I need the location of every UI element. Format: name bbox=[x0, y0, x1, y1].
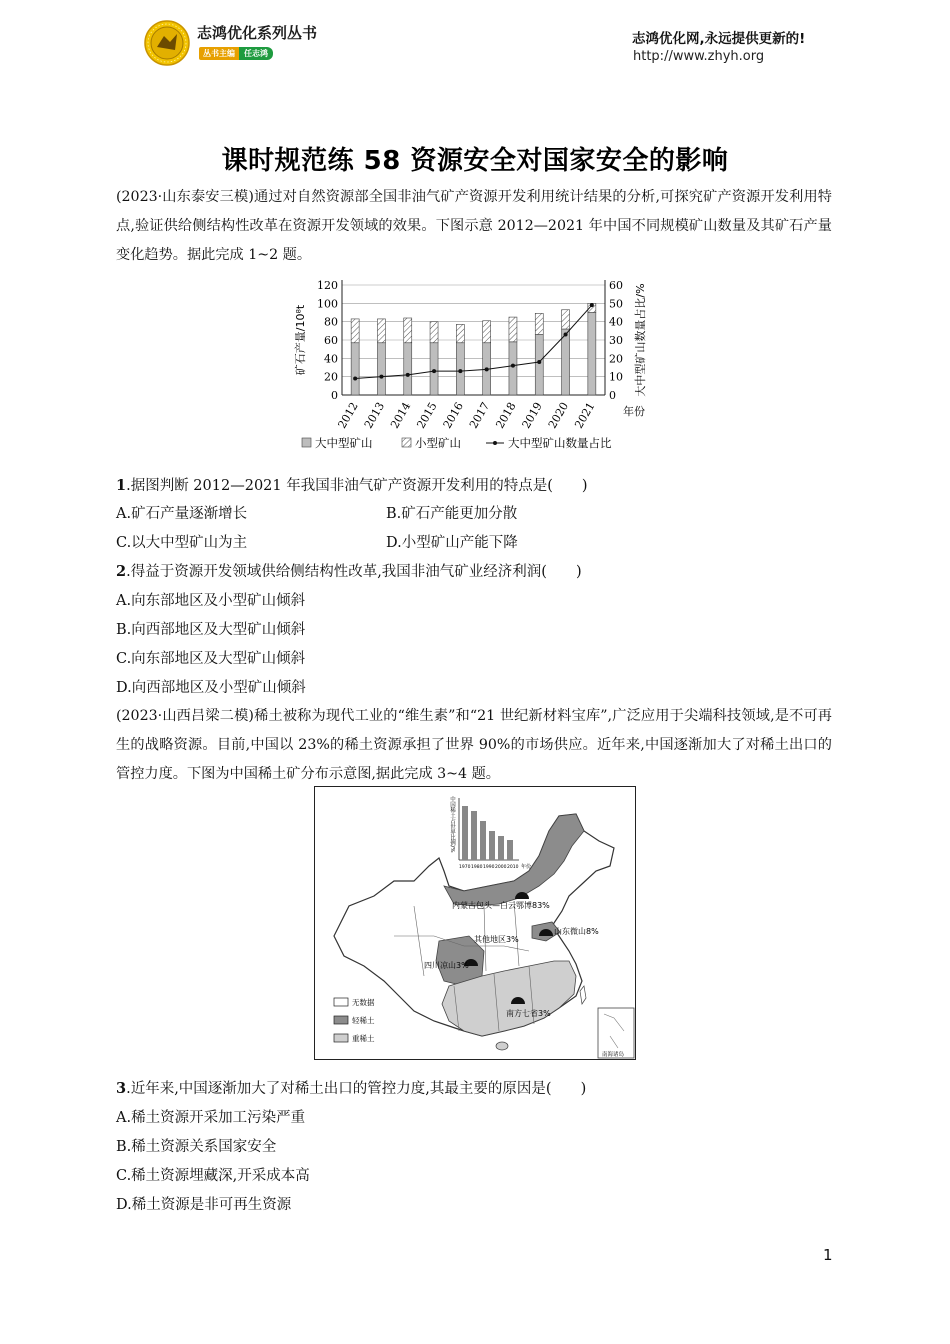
question-3-option-b[interactable]: B.稀土资源关系国家安全 bbox=[116, 1139, 277, 1155]
svg-text:重稀土: 重稀土 bbox=[352, 1034, 375, 1043]
svg-text:2000: 2000 bbox=[495, 865, 507, 870]
bar-small-mines bbox=[404, 318, 412, 343]
x-tick-label: 2019 bbox=[519, 400, 545, 431]
mine-output-chart bbox=[290, 265, 670, 465]
y-tick-label: 60 bbox=[324, 334, 338, 347]
question-1-option-b[interactable]: B.矿石产能更加分散 bbox=[386, 506, 518, 522]
label-sichuan: 四川凉山3% bbox=[424, 961, 469, 970]
y-tick-label: 0 bbox=[331, 389, 338, 402]
x-tick-label: 2017 bbox=[466, 400, 493, 431]
bar-large-mines bbox=[509, 342, 517, 395]
site-url[interactable]: http://www.zhyh.org bbox=[633, 49, 765, 64]
intro-paragraph-1: (2023·山东泰安三模)通过对自然资源部全国非油气矿产资源开发利用统计结果的分析,可探究矿产资源开发利用特点,验证供给侧结构性改革在资源开发领域的效果。下图示意 2012—2021 年中国不同规模矿山数量及其矿石产量变化趋势。据此完成 1~2 题。 bbox=[116, 189, 832, 263]
y-tick-label: 100 bbox=[317, 297, 338, 311]
y-tick-label: 80 bbox=[324, 315, 338, 329]
svg-text:1990: 1990 bbox=[483, 865, 495, 870]
seal-logo-icon bbox=[144, 20, 190, 66]
question-2-text: .得益于资源开发领域供给侧结构性改革,我国非油气矿业经济利润( ) bbox=[126, 564, 582, 580]
bar-large-mines bbox=[430, 343, 438, 395]
scs-inset-caption: 南海诸岛 bbox=[602, 1052, 625, 1058]
question-1-option-d[interactable]: D.小型矿山产能下降 bbox=[386, 535, 518, 551]
y2-tick-label: 60 bbox=[609, 279, 623, 292]
question-2-option-d[interactable]: D.向西部地区及小型矿山倾斜 bbox=[116, 680, 306, 696]
bar-large-mines bbox=[404, 343, 412, 395]
x-tick-label: 2021 bbox=[572, 400, 598, 431]
y2-axis-label: 大中型矿山数量占比/% bbox=[634, 283, 647, 397]
x-tick-label: 2016 bbox=[440, 400, 466, 431]
share-point bbox=[537, 360, 541, 364]
rare-earth-map bbox=[314, 786, 636, 1060]
page-title: 课时规范练 58 资源安全对国家安全的影响 bbox=[221, 146, 729, 176]
editor-name: 任志鸿 bbox=[239, 47, 273, 60]
page-number: 1 bbox=[823, 1246, 833, 1264]
share-point bbox=[432, 369, 436, 373]
label-shandong: 山东微山8% bbox=[554, 927, 599, 936]
y2-tick-label: 50 bbox=[609, 297, 623, 311]
bar-small-mines bbox=[377, 319, 385, 343]
bar-small-mines bbox=[430, 322, 438, 343]
brand-title: 志鸿优化系列丛书 bbox=[197, 24, 318, 42]
bar-small-mines bbox=[562, 310, 570, 329]
bar-large-mines bbox=[562, 329, 570, 395]
bar-large-mines bbox=[588, 313, 596, 396]
question-1-stem bbox=[116, 475, 588, 497]
y-tick-label: 40 bbox=[324, 352, 338, 366]
share-point bbox=[511, 364, 515, 368]
legend-small-mines: 小型矿山 bbox=[415, 436, 461, 450]
legend-swatch-small bbox=[402, 438, 411, 447]
y2-tick-label: 0 bbox=[609, 389, 616, 402]
bar-large-mines bbox=[535, 335, 543, 396]
svg-text:轻稀土: 轻稀土 bbox=[352, 1016, 375, 1025]
svg-text:2010: 2010 bbox=[507, 865, 519, 870]
bar-small-mines bbox=[535, 313, 543, 334]
question-3-option-c[interactable]: C.稀土资源埋藏深,开采成本高 bbox=[116, 1168, 310, 1184]
share-point bbox=[590, 303, 594, 307]
x-tick-label: 2013 bbox=[361, 400, 388, 431]
editor-label: 丛书主编 bbox=[199, 47, 239, 60]
y2-tick-label: 30 bbox=[609, 334, 623, 347]
map-legend bbox=[334, 997, 375, 1043]
question-2-number: 2 bbox=[116, 563, 127, 580]
bar-large-mines bbox=[377, 343, 385, 395]
y-tick-label: 20 bbox=[324, 370, 338, 384]
share-point bbox=[353, 377, 357, 381]
bar-large-mines bbox=[351, 343, 359, 395]
x-tick-label: 2012 bbox=[335, 400, 361, 431]
legend-large-mines: 大中型矿山 bbox=[315, 436, 373, 450]
question-1-text: .据图判断 2012—2021 年我国非油气矿产资源开发利用的特点是( ) bbox=[126, 478, 588, 494]
question-1-option-a[interactable]: A.矿石产量逐渐增长 bbox=[116, 506, 248, 522]
question-3-option-d[interactable]: D.稀土资源是非可再生资源 bbox=[116, 1197, 292, 1213]
question-2-stem bbox=[116, 561, 582, 583]
y-axis-label: 矿石产量/10⁸t bbox=[294, 304, 307, 376]
intro-paragraph-2: (2023·山西吕梁二模)稀土被称为现代工业的“维生素”和“21 世纪新材料宝库”,广泛应用于尖端科技领域,是不可再生的战略资源。目前,中国以 23%的稀土资源承担了世界 90%的市场供应。近年来,中国逐渐加大了对稀土出口的管控力度。下图为中国稀土矿分布示意图,据此完成 3~4 题。 bbox=[116, 708, 832, 782]
question-3-stem bbox=[116, 1078, 586, 1100]
question-3-option-a[interactable]: A.稀土资源开采加工污染严重 bbox=[116, 1110, 306, 1126]
svg-text:1980: 1980 bbox=[471, 865, 483, 870]
question-1-option-c[interactable]: C.以大中型矿山为主 bbox=[116, 535, 248, 551]
share-line bbox=[355, 305, 592, 378]
legend-swatch-large bbox=[302, 438, 311, 447]
editor-badge bbox=[199, 47, 273, 60]
x-tick-label: 2020 bbox=[545, 400, 572, 431]
share-point bbox=[485, 367, 489, 371]
question-1-number: 1 bbox=[116, 477, 127, 494]
svg-text:1970: 1970 bbox=[459, 865, 471, 870]
share-point bbox=[564, 333, 568, 337]
bar-small-mines bbox=[509, 317, 517, 342]
bar-small-mines bbox=[456, 324, 464, 342]
question-2-option-b[interactable]: B.向西部地区及大型矿山倾斜 bbox=[116, 622, 306, 638]
x-tick-label: 2018 bbox=[493, 400, 519, 431]
label-other: 其他地区3% bbox=[474, 935, 519, 944]
share-point bbox=[379, 375, 383, 379]
label-baotou: 内蒙古包头—白云鄂博83% bbox=[452, 901, 550, 910]
share-point bbox=[458, 369, 462, 373]
question-2-option-a[interactable]: A.向东部地区及小型矿山倾斜 bbox=[116, 593, 306, 609]
legend-point-share bbox=[493, 441, 497, 445]
question-2-option-c[interactable]: C.向东部地区及大型矿山倾斜 bbox=[116, 651, 306, 667]
share-point bbox=[406, 373, 410, 377]
y-tick-label: 120 bbox=[317, 279, 338, 292]
x-tick-label: 2014 bbox=[388, 400, 414, 431]
page-header bbox=[0, 0, 950, 90]
y2-tick-label: 40 bbox=[609, 315, 623, 329]
question-3-text: .近年来,中国逐渐加大了对稀土出口的管控力度,其最主要的原因是( ) bbox=[126, 1081, 587, 1097]
svg-text:无数据: 无数据 bbox=[352, 998, 375, 1007]
x-axis-label: 年份 bbox=[623, 405, 645, 418]
bar-large-mines bbox=[456, 343, 464, 395]
bar-small-mines bbox=[351, 319, 359, 343]
slogan: 志鸿优化网,永远提供更新的! bbox=[632, 31, 806, 47]
bar-small-mines bbox=[483, 321, 491, 343]
label-south: 南方七省3% bbox=[506, 1009, 551, 1018]
x-tick-label: 2015 bbox=[414, 400, 440, 431]
inset-ylabel: 中国稀土占世界比例/% bbox=[449, 796, 455, 853]
inset-xlabel: 年份 bbox=[521, 864, 532, 870]
question-3-number: 3 bbox=[116, 1080, 127, 1097]
y2-tick-label: 20 bbox=[609, 352, 623, 366]
legend-share: 大中型矿山数量占比 bbox=[508, 436, 612, 450]
y2-tick-label: 10 bbox=[609, 370, 623, 384]
